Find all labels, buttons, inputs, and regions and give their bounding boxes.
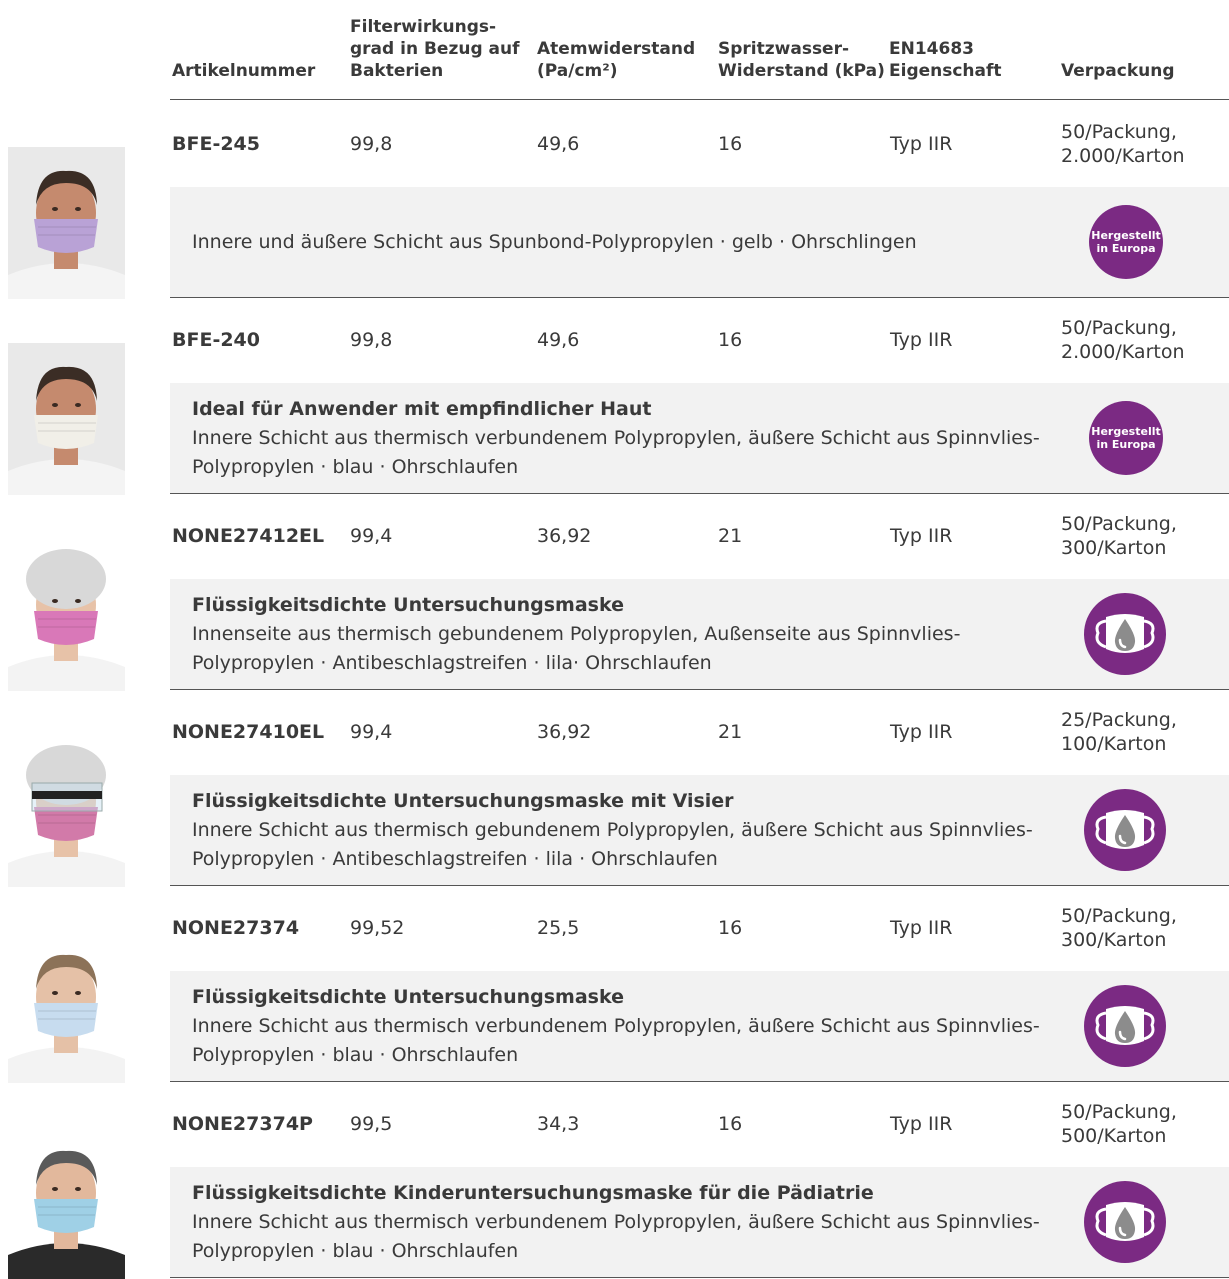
description-title: Flüssigkeitsdichte Untersuchungsmaske [192, 985, 624, 1008]
description-title: Flüssigkeitsdichte Untersuchungsmaske [192, 593, 624, 616]
header-breath: Atemwiderstand (Pa/cm²) [537, 39, 696, 81]
table-header [0, 0, 1229, 100]
made-in-europe-badge: Hergestellt in Europa [1089, 205, 1163, 279]
description-title: Flüssigkeitsdichte Untersuchungsmaske mit Visier [192, 789, 734, 812]
man-purple-mask-photo [8, 147, 125, 299]
table-row [172, 297, 1229, 383]
fluid-resistant-icon [1084, 1181, 1166, 1263]
filter-value: 99,8 [350, 329, 393, 351]
article-number: NONE27412EL [172, 525, 325, 547]
article-number: NONE27374 [172, 917, 300, 939]
table-row [172, 885, 1229, 971]
description-title: Flüssigkeitsdichte Kinderuntersuchungsmaske für die Pädiatrie [192, 1181, 874, 1204]
product-description [170, 971, 1229, 1082]
description-title: Ideal für Anwender mit empfindlicher Haut [192, 397, 652, 420]
header-en: EN14683 Eigenschaft [889, 39, 1002, 81]
product-description [170, 187, 1229, 298]
description-text: Innere Schicht aus thermisch verbundenem Polypropylen, äußere Schicht aus Spinnvlies-Polypropylen · blau · Ohrschlaufen [192, 426, 1040, 478]
splash-value: 16 [718, 133, 743, 155]
woman-visor-mask-photo [8, 735, 125, 887]
en-value: Typ IIR [890, 917, 953, 939]
header-article: Artikelnummer [172, 61, 316, 81]
woman-pink-mask-cap-photo [8, 539, 125, 691]
fluid-resistant-icon [1084, 593, 1166, 675]
splash-value: 16 [718, 1113, 743, 1135]
table-row [172, 101, 1229, 187]
man-white-mask-photo [8, 343, 125, 495]
breath-value: 34,3 [537, 1113, 580, 1135]
en-value: Typ IIR [890, 525, 953, 547]
product-description [170, 383, 1229, 494]
article-number: NONE27410EL [172, 721, 325, 743]
fluid-resistant-icon [1084, 789, 1166, 871]
packaging-value: 50/Packung, 2.000/Karton [1061, 121, 1185, 167]
splash-value: 16 [718, 329, 743, 351]
breath-value: 49,6 [537, 329, 580, 351]
filter-value: 99,4 [350, 721, 393, 743]
breath-value: 36,92 [537, 525, 592, 547]
splash-value: 16 [718, 917, 743, 939]
breath-value: 25,5 [537, 917, 580, 939]
packaging-value: 50/Packung, 300/Karton [1061, 513, 1177, 559]
article-number: NONE27374P [172, 1113, 313, 1135]
breath-value: 49,6 [537, 133, 580, 155]
table-row [172, 1081, 1229, 1167]
article-number: BFE-245 [172, 133, 260, 155]
description-text: Innere Schicht aus thermisch gebundenem Polypropylen, äußere Schicht aus Spinnvlies-Polypropylen · Antibeschlagstreifen · lila · Ohrschlaufen [192, 818, 1033, 870]
made-in-europe-badge: Hergestellt in Europa [1089, 401, 1163, 475]
header-pack: Verpackung [1061, 61, 1175, 81]
article-number: BFE-240 [172, 329, 260, 351]
en-value: Typ IIR [890, 721, 953, 743]
filter-value: 99,5 [350, 1113, 393, 1135]
description-text: Innere Schicht aus thermisch verbundenem Polypropylen, äußere Schicht aus Spinnvlies-Polypropylen · blau · Ohrschlaufen [192, 1014, 1040, 1066]
product-description [170, 1167, 1229, 1278]
filter-value: 99,52 [350, 917, 405, 939]
packaging-value: 50/Packung, 500/Karton [1061, 1101, 1177, 1147]
packaging-value: 50/Packung, 300/Karton [1061, 905, 1177, 951]
product-description [170, 579, 1229, 690]
filter-value: 99,4 [350, 525, 393, 547]
child-blue-mask-photo [8, 1127, 125, 1279]
product-description [170, 775, 1229, 886]
en-value: Typ IIR [890, 329, 953, 351]
packaging-value: 50/Packung, 2.000/Karton [1061, 317, 1185, 363]
table-row [172, 493, 1229, 579]
fluid-resistant-icon [1084, 985, 1166, 1067]
description-text: Innere Schicht aus thermisch verbundenem Polypropylen, äußere Schicht aus Spinnvlies-Polypropylen · blau · Ohrschlaufen [192, 1210, 1040, 1262]
woman-blue-mask-photo [8, 931, 125, 1083]
breath-value: 36,92 [537, 721, 592, 743]
header-divider [170, 99, 1229, 100]
description-text: Innere und äußere Schicht aus Spunbond-Polypropylen · gelb · Ohrschlingen [192, 230, 917, 253]
splash-value: 21 [718, 721, 743, 743]
splash-value: 21 [718, 525, 743, 547]
en-value: Typ IIR [890, 133, 953, 155]
header-splash: Spritzwasser- Widerstand (kPa) [718, 39, 885, 81]
description-text: Innenseite aus thermisch gebundenem Polypropylen, Außenseite aus Spinnvlies-Polypropylen · Antibeschlagstreifen · lila· Ohrschlaufen [192, 622, 961, 674]
table-row [172, 689, 1229, 775]
filter-value: 99,8 [350, 133, 393, 155]
en-value: Typ IIR [890, 1113, 953, 1135]
header-filter: Filterwirkungs- grad in Bezug auf Bakterien [350, 17, 520, 81]
packaging-value: 25/Packung, 100/Karton [1061, 709, 1177, 755]
